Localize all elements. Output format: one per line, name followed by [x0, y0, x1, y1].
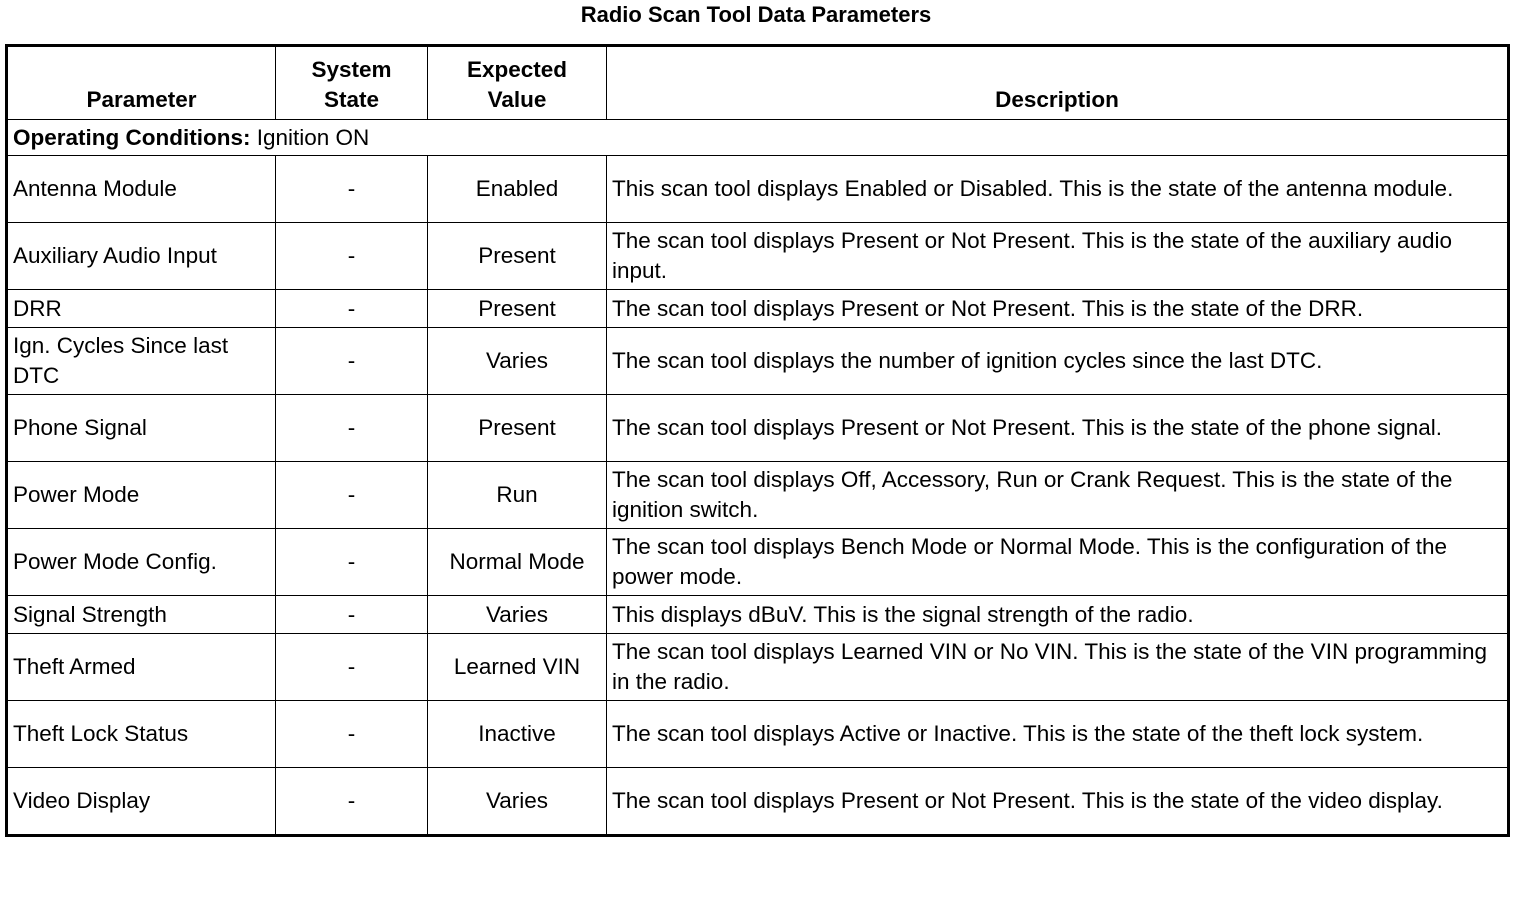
cell-parameter: Ign. Cycles Since last DTC	[7, 328, 276, 395]
cell-description: The scan tool displays the number of ignition cycles since the last DTC.	[607, 328, 1509, 395]
header-parameter: Parameter	[7, 46, 276, 120]
cell-description: This displays dBuV. This is the signal strength of the radio.	[607, 596, 1509, 634]
cell-expected-value: Inactive	[428, 701, 607, 768]
cell-description: The scan tool displays Present or Not Present. This is the state of the video display.	[607, 768, 1509, 836]
cell-expected-value: Varies	[428, 328, 607, 395]
cell-system-state: -	[276, 290, 428, 328]
cell-expected-value: Present	[428, 395, 607, 462]
cell-expected-value: Normal Mode	[428, 529, 607, 596]
cell-system-state: -	[276, 634, 428, 701]
cell-system-state: -	[276, 328, 428, 395]
cell-description: The scan tool displays Present or Not Present. This is the state of the DRR.	[607, 290, 1509, 328]
table-row	[7, 395, 1509, 462]
cell-description: The scan tool displays Active or Inactive. This is the state of the theft lock system.	[607, 701, 1509, 768]
cell-expected-value: Present	[428, 290, 607, 328]
cell-parameter: Auxiliary Audio Input	[7, 223, 276, 290]
cell-system-state: -	[276, 596, 428, 634]
cell-parameter: Signal Strength	[7, 596, 276, 634]
table-row	[7, 328, 1509, 395]
cell-expected-value: Present	[428, 223, 607, 290]
cell-description: The scan tool displays Bench Mode or Normal Mode. This is the configuration of the power mode.	[607, 529, 1509, 596]
cell-parameter: Video Display	[7, 768, 276, 836]
table-row	[7, 462, 1509, 529]
header-system-state: System State	[276, 46, 428, 120]
operating-conditions-label: Operating Conditions:	[13, 124, 251, 150]
cell-parameter: Antenna Module	[7, 156, 276, 223]
cell-description: The scan tool displays Present or Not Present. This is the state of the phone signal.	[607, 395, 1509, 462]
table-row	[7, 290, 1509, 328]
header-description: Description	[607, 46, 1509, 120]
cell-system-state: -	[276, 223, 428, 290]
table-row	[7, 634, 1509, 701]
cell-system-state: -	[276, 701, 428, 768]
table-row	[7, 596, 1509, 634]
table-row	[7, 529, 1509, 596]
cell-parameter: Power Mode Config.	[7, 529, 276, 596]
header-row	[7, 46, 1509, 120]
cell-parameter: Power Mode	[7, 462, 276, 529]
cell-system-state: -	[276, 395, 428, 462]
cell-description: This scan tool displays Enabled or Disabled. This is the state of the antenna module.	[607, 156, 1509, 223]
table-row	[7, 768, 1509, 836]
cell-expected-value: Enabled	[428, 156, 607, 223]
cell-parameter: DRR	[7, 290, 276, 328]
cell-parameter: Theft Lock Status	[7, 701, 276, 768]
cell-description: The scan tool displays Present or Not Present. This is the state of the auxiliary audio input.	[607, 223, 1509, 290]
table-title: Radio Scan Tool Data Parameters	[580, 2, 932, 27]
cell-description: The scan tool displays Learned VIN or No VIN. This is the state of the VIN programming in the radio.	[607, 634, 1509, 701]
header-expected-value: Expected Value	[428, 46, 607, 120]
operating-conditions	[7, 120, 1509, 156]
operating-conditions-value: Ignition ON	[250, 124, 370, 150]
cell-parameter: Phone Signal	[7, 395, 276, 462]
operating-conditions-row	[7, 120, 1509, 156]
cell-expected-value: Learned VIN	[428, 634, 607, 701]
cell-expected-value: Varies	[428, 596, 607, 634]
cell-expected-value: Varies	[428, 768, 607, 836]
cell-parameter: Theft Armed	[7, 634, 276, 701]
table-row	[7, 156, 1509, 223]
cell-system-state: -	[276, 462, 428, 529]
table-row	[7, 701, 1509, 768]
parameters-table	[5, 44, 1510, 837]
cell-system-state: -	[276, 768, 428, 836]
cell-description: The scan tool displays Off, Accessory, Run or Crank Request. This is the state of the ignition switch.	[607, 462, 1509, 529]
table-row	[7, 223, 1509, 290]
cell-system-state: -	[276, 529, 428, 596]
cell-system-state: -	[276, 156, 428, 223]
cell-expected-value: Run	[428, 462, 607, 529]
